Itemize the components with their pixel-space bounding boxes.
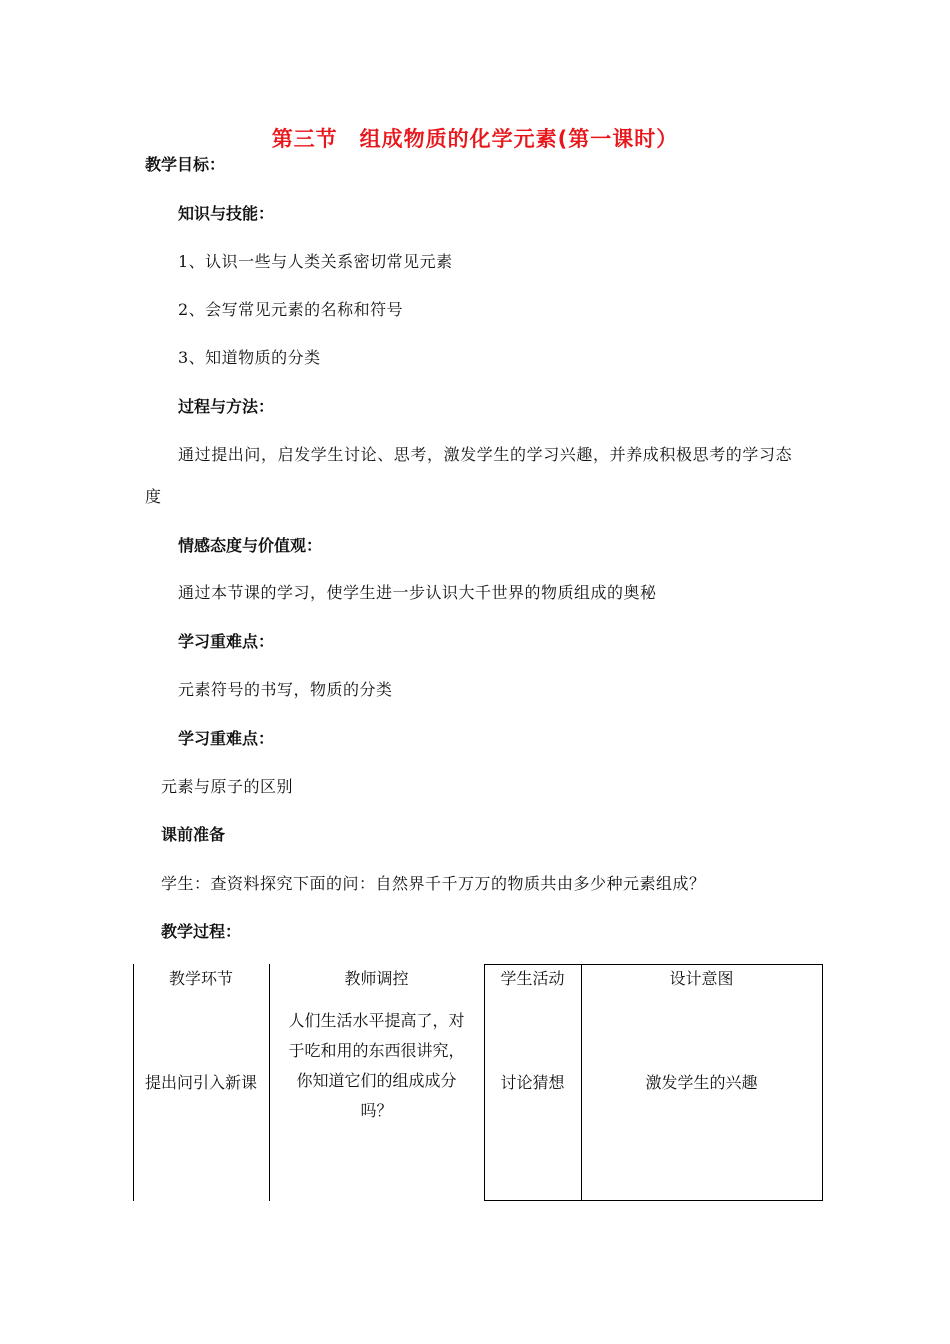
- table-cell-student: 讨论猜想: [500, 1073, 565, 1092]
- table-border-right: [822, 964, 823, 1201]
- teaching-process-table: [133, 964, 823, 1201]
- teaching-goals-heading: 教学目标：: [145, 155, 226, 174]
- difficult-points-heading: 学习重难点：: [178, 729, 275, 748]
- key-points-text: 元素符号的书写，物质的分类: [178, 680, 393, 699]
- teacher-line: 于吃和用的东西很讲究，: [288, 1041, 465, 1060]
- table-header-teacher: 教师调控: [344, 969, 409, 988]
- process-text-cont: 度: [145, 487, 162, 506]
- preparation-text: 学生：查资料探究下面的问：自然界千千万万的物质共由多少种元素组成？: [161, 874, 706, 893]
- emotion-text: 通过本节课的学习，使学生进一步认识大千世界的物质组成的奥秘: [178, 583, 657, 602]
- table-cell-stage: 提出问引入新课: [144, 1073, 257, 1092]
- page-title: 第三节 组成物质的化学元素(第一课时）: [271, 127, 679, 151]
- emotion-heading: 情感态度与价值观：: [178, 536, 323, 555]
- difficult-points-text: 元素与原子的区别: [161, 777, 294, 796]
- knowledge-item-2: 2、会写常见元素的名称和符号: [178, 300, 404, 319]
- teacher-line: 人们生活水平提高了，对: [288, 1011, 465, 1030]
- process-text: 通过提出问，启发学生讨论、思考，激发学生的学习兴趣，并养成积极思考的学习态: [178, 445, 793, 464]
- knowledge-heading: 知识与技能：: [178, 204, 275, 223]
- teaching-process-heading: 教学过程：: [161, 922, 242, 941]
- table-header-intent: 设计意图: [669, 969, 734, 988]
- knowledge-item-3: 3、知道物质的分类: [178, 348, 321, 367]
- knowledge-item-1: 1、认识一些与人类关系密切常见元素: [178, 252, 453, 271]
- table-header-student: 学生活动: [500, 969, 565, 988]
- teacher-line: 吗？: [360, 1101, 393, 1120]
- key-points-heading: 学习重难点：: [178, 632, 275, 651]
- table-cell-teacher: [269, 1006, 484, 1126]
- table-header-stage: 教学环节: [168, 969, 233, 988]
- preparation-heading: 课前准备: [161, 825, 226, 844]
- table-rule: [484, 1200, 823, 1201]
- table-cell-intent: 激发学生的兴趣: [645, 1073, 758, 1092]
- teacher-line: 你知道它们的组成成分: [296, 1071, 457, 1090]
- process-heading: 过程与方法：: [178, 397, 275, 416]
